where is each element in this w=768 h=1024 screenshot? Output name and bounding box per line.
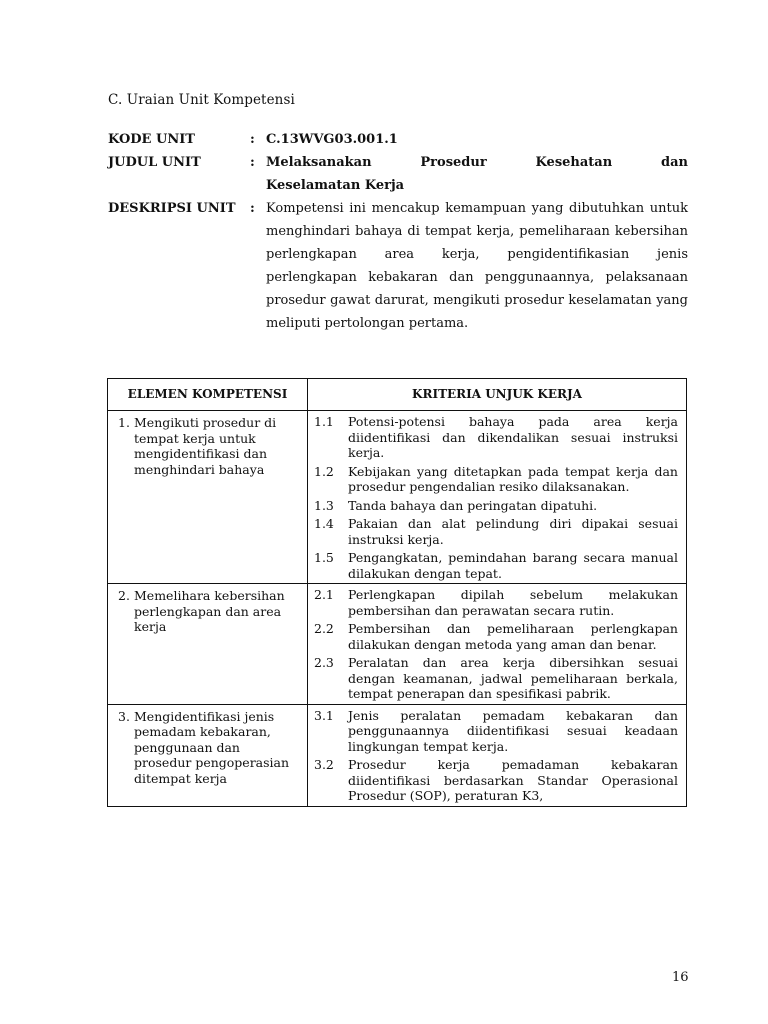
criteria-number: 1.3: [314, 497, 334, 513]
element-cell: [108, 584, 308, 705]
unit-metadata: [108, 128, 688, 335]
table-row: [108, 584, 687, 705]
element-text: Mengikuti prosedur di tempat kerja untuk mengidentifikasi dan menghindari bahaya: [134, 415, 277, 477]
deskripsi-unit-label: DESKRIPSI UNIT: [108, 201, 236, 216]
judul-unit-line1: Melaksanakan Prosedur Kesehatan dan: [266, 155, 688, 170]
kode-unit-row: [108, 128, 688, 151]
kode-unit-label: KODE UNIT: [108, 132, 195, 147]
criteria-text: Pakaian dan alat pelindung diri dipakai sesuai instruksi kerja.: [348, 516, 678, 547]
section-title: C. Uraian Unit Kompetensi: [108, 92, 295, 108]
element-number: 2.: [118, 588, 130, 603]
criteria-number: 1.5: [314, 550, 334, 565]
competency-table: [107, 378, 687, 807]
kode-unit-value: C.13WVG03.001.1: [266, 132, 398, 147]
criteria-cell: [308, 584, 687, 705]
criteria-text: Pembersihan dan pemeliharaan perlengkapan dilakukan dengan metoda yang aman dan benar.: [348, 621, 678, 652]
header-elemen: ELEMEN KOMPETENSI: [108, 379, 308, 411]
judul-unit-value: [266, 151, 688, 197]
criteria-item: [314, 587, 678, 618]
deskripsi-unit-row: [108, 197, 688, 335]
criteria-cell: [308, 411, 687, 584]
deskripsi-unit-value: Kompetensi ini mencakup kemampuan yang dibutuhkan untuk menghindari bahaya di tempat kerja, pemeliharaan kebersihan perlengkapan area kerja, pengidentifikasian jenis perlengkapan kebakaran dan penggunaannya, pelaksanaan prosedur gawat darurat, mengikuti prosedur keselamatan yang meliputi pertolongan pertama.: [266, 201, 688, 331]
colon: :: [250, 155, 255, 170]
element-cell: [108, 411, 308, 584]
element-number: 3.: [118, 708, 130, 724]
criteria-number: 2.2: [314, 621, 334, 636]
criteria-item: [314, 498, 678, 514]
judul-unit-line2: Keselamatan Kerja: [266, 178, 405, 193]
element-number: 1.: [118, 415, 130, 430]
table-row: [108, 411, 687, 584]
criteria-item: [314, 708, 678, 755]
judul-unit-label: JUDUL UNIT: [108, 155, 201, 170]
criteria-text: Prosedur kerja pemadaman kebakaran diidentifikasi berdasarkan Standar Operasional Prosedur (SOP), peraturan K3,: [348, 757, 678, 803]
element-text: Mengidentifikasi jenis pemadam kebakaran, penggunaan dan prosedur pengoperasian ditempat kerja: [134, 708, 290, 786]
criteria-number: 1.4: [314, 516, 334, 531]
judul-unit-row: [108, 151, 688, 197]
criteria-number: 1.2: [314, 463, 334, 479]
criteria-item: [314, 516, 678, 547]
header-kriteria: KRITERIA UNJUK KERJA: [308, 379, 687, 411]
criteria-item: [314, 414, 678, 461]
criteria-item: [314, 621, 678, 652]
criteria-number: 2.1: [314, 587, 334, 602]
criteria-text: Tanda bahaya dan peringatan dipatuhi.: [348, 497, 598, 513]
table-header-row: [108, 379, 687, 411]
criteria-text: Peralatan dan area kerja dibersihkan sesuai dengan keamanan, jadwal pemeliharaan berkala, tempat penerapan dan spesifikasi pabrik.: [348, 655, 678, 701]
criteria-text: Potensi-potensi bahaya pada area kerja diidentifikasi dan dikendalikan sesuai instruksi kerja.: [348, 414, 678, 460]
criteria-text: Jenis peralatan pemadam kebakaran dan penggunaannya diidentifikasi sesuai keadaan lingkungan tempat kerja.: [348, 707, 678, 754]
criteria-number: 1.1: [314, 414, 334, 429]
criteria-number: 3.1: [314, 707, 334, 723]
criteria-text: Perlengkapan dipilah sebelum melakukan pembersihan dan perawatan secara rutin.: [348, 587, 678, 618]
criteria-item: [314, 464, 678, 495]
colon: :: [250, 132, 255, 147]
criteria-item: [314, 757, 678, 804]
colon: :: [250, 201, 255, 216]
criteria-number: 2.3: [314, 655, 334, 670]
criteria-cell: [308, 704, 687, 806]
element-text: Memelihara kebersihan perlengkapan dan area kerja: [134, 588, 285, 634]
page-number: 16: [672, 970, 689, 985]
criteria-text: Pengangkatan, pemindahan barang secara manual dilakukan dengan tepat.: [348, 550, 678, 581]
criteria-number: 3.2: [314, 757, 334, 772]
table-row: [108, 704, 687, 806]
criteria-text: Kebijakan yang ditetapkan pada tempat kerja dan prosedur pengendalian resiko dilaksanakan.: [348, 463, 678, 494]
criteria-item: [314, 655, 678, 702]
element-cell: [108, 704, 308, 806]
criteria-item: [314, 550, 678, 581]
